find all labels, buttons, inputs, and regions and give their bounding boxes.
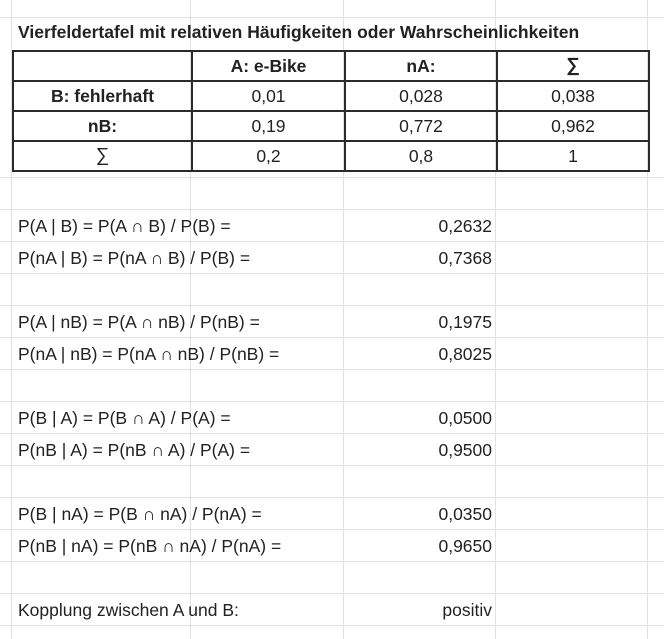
table-row [13, 81, 649, 111]
formula-label[interactable]: P(A | B) = P(A ∩ B) / P(B) = [18, 216, 231, 236]
grid-hline [0, 433, 664, 434]
grid-hline [0, 529, 664, 530]
formula-value[interactable]: 0,0500 [438, 408, 492, 428]
coupling-value[interactable]: positiv [442, 600, 492, 620]
table-row [13, 141, 649, 171]
formula-value[interactable]: 0,1975 [438, 312, 492, 332]
formula-label[interactable]: P(nA | B) = P(nA ∩ B) / P(B) = [18, 248, 251, 268]
header-cell-a[interactable]: A: e-Bike [192, 51, 345, 81]
contingency-table [12, 50, 650, 172]
grid-hline [0, 177, 664, 178]
table-cell[interactable]: 0,962 [497, 111, 649, 141]
grid-hline [0, 369, 664, 370]
formula-label[interactable]: P(A | nB) = P(A ∩ nB) / P(nB) = [18, 312, 260, 332]
table-cell[interactable]: 1 [497, 141, 649, 171]
grid-hline [0, 593, 664, 594]
grid-hline [0, 305, 664, 306]
table-cell[interactable]: 0,8 [345, 141, 497, 171]
grid-hline [0, 465, 664, 466]
grid-hline [0, 337, 664, 338]
sheet-title[interactable]: Vierfeldertafel mit relativen Häufigkeiten oder Wahrscheinlichkeiten [18, 22, 580, 42]
formula-label[interactable]: P(B | A) = P(B ∩ A) / P(A) = [18, 408, 231, 428]
formula-value[interactable]: 0,2632 [438, 216, 492, 236]
header-cell-sum[interactable]: ∑ [497, 51, 649, 81]
table-cell[interactable]: 0,2 [192, 141, 345, 171]
formula-value[interactable]: 0,0350 [438, 504, 492, 524]
grid-hline [0, 497, 664, 498]
grid-hline [0, 209, 664, 210]
row-label-b[interactable]: B: fehlerhaft [13, 81, 192, 111]
grid-hline [0, 561, 664, 562]
formula-value[interactable]: 0,7368 [438, 248, 492, 268]
table-cell[interactable]: 0,028 [345, 81, 497, 111]
formula-label[interactable]: P(nB | nA) = P(nB ∩ nA) / P(nA) = [18, 536, 282, 556]
grid-hline [0, 241, 664, 242]
formula-label[interactable]: P(B | nA) = P(B ∩ nA) / P(nA) = [18, 504, 262, 524]
table-cell[interactable]: 0,038 [497, 81, 649, 111]
row-label-sum[interactable]: ∑ [13, 141, 192, 171]
table-cell[interactable]: 0,19 [192, 111, 345, 141]
row-label-nb[interactable]: nB: [13, 111, 192, 141]
formula-label[interactable]: P(nB | A) = P(nB ∩ A) / P(A) = [18, 440, 251, 460]
table-header-row [13, 51, 649, 81]
coupling-label[interactable]: Kopplung zwischen A und B: [18, 600, 239, 620]
table-cell[interactable]: 0,772 [345, 111, 497, 141]
header-cell-empty[interactable] [13, 51, 192, 81]
header-cell-na[interactable]: nA: [345, 51, 497, 81]
grid-hline [0, 273, 664, 274]
table-cell[interactable]: 0,01 [192, 81, 345, 111]
formula-value[interactable]: 0,9650 [438, 536, 492, 556]
formula-label[interactable]: P(nA | nB) = P(nA ∩ nB) / P(nB) = [18, 344, 280, 364]
grid-hline [0, 401, 664, 402]
grid-hline [0, 625, 664, 626]
table-row [13, 111, 649, 141]
formula-value[interactable]: 0,8025 [438, 344, 492, 364]
formula-value[interactable]: 0,9500 [438, 440, 492, 460]
grid-hline [0, 17, 664, 18]
